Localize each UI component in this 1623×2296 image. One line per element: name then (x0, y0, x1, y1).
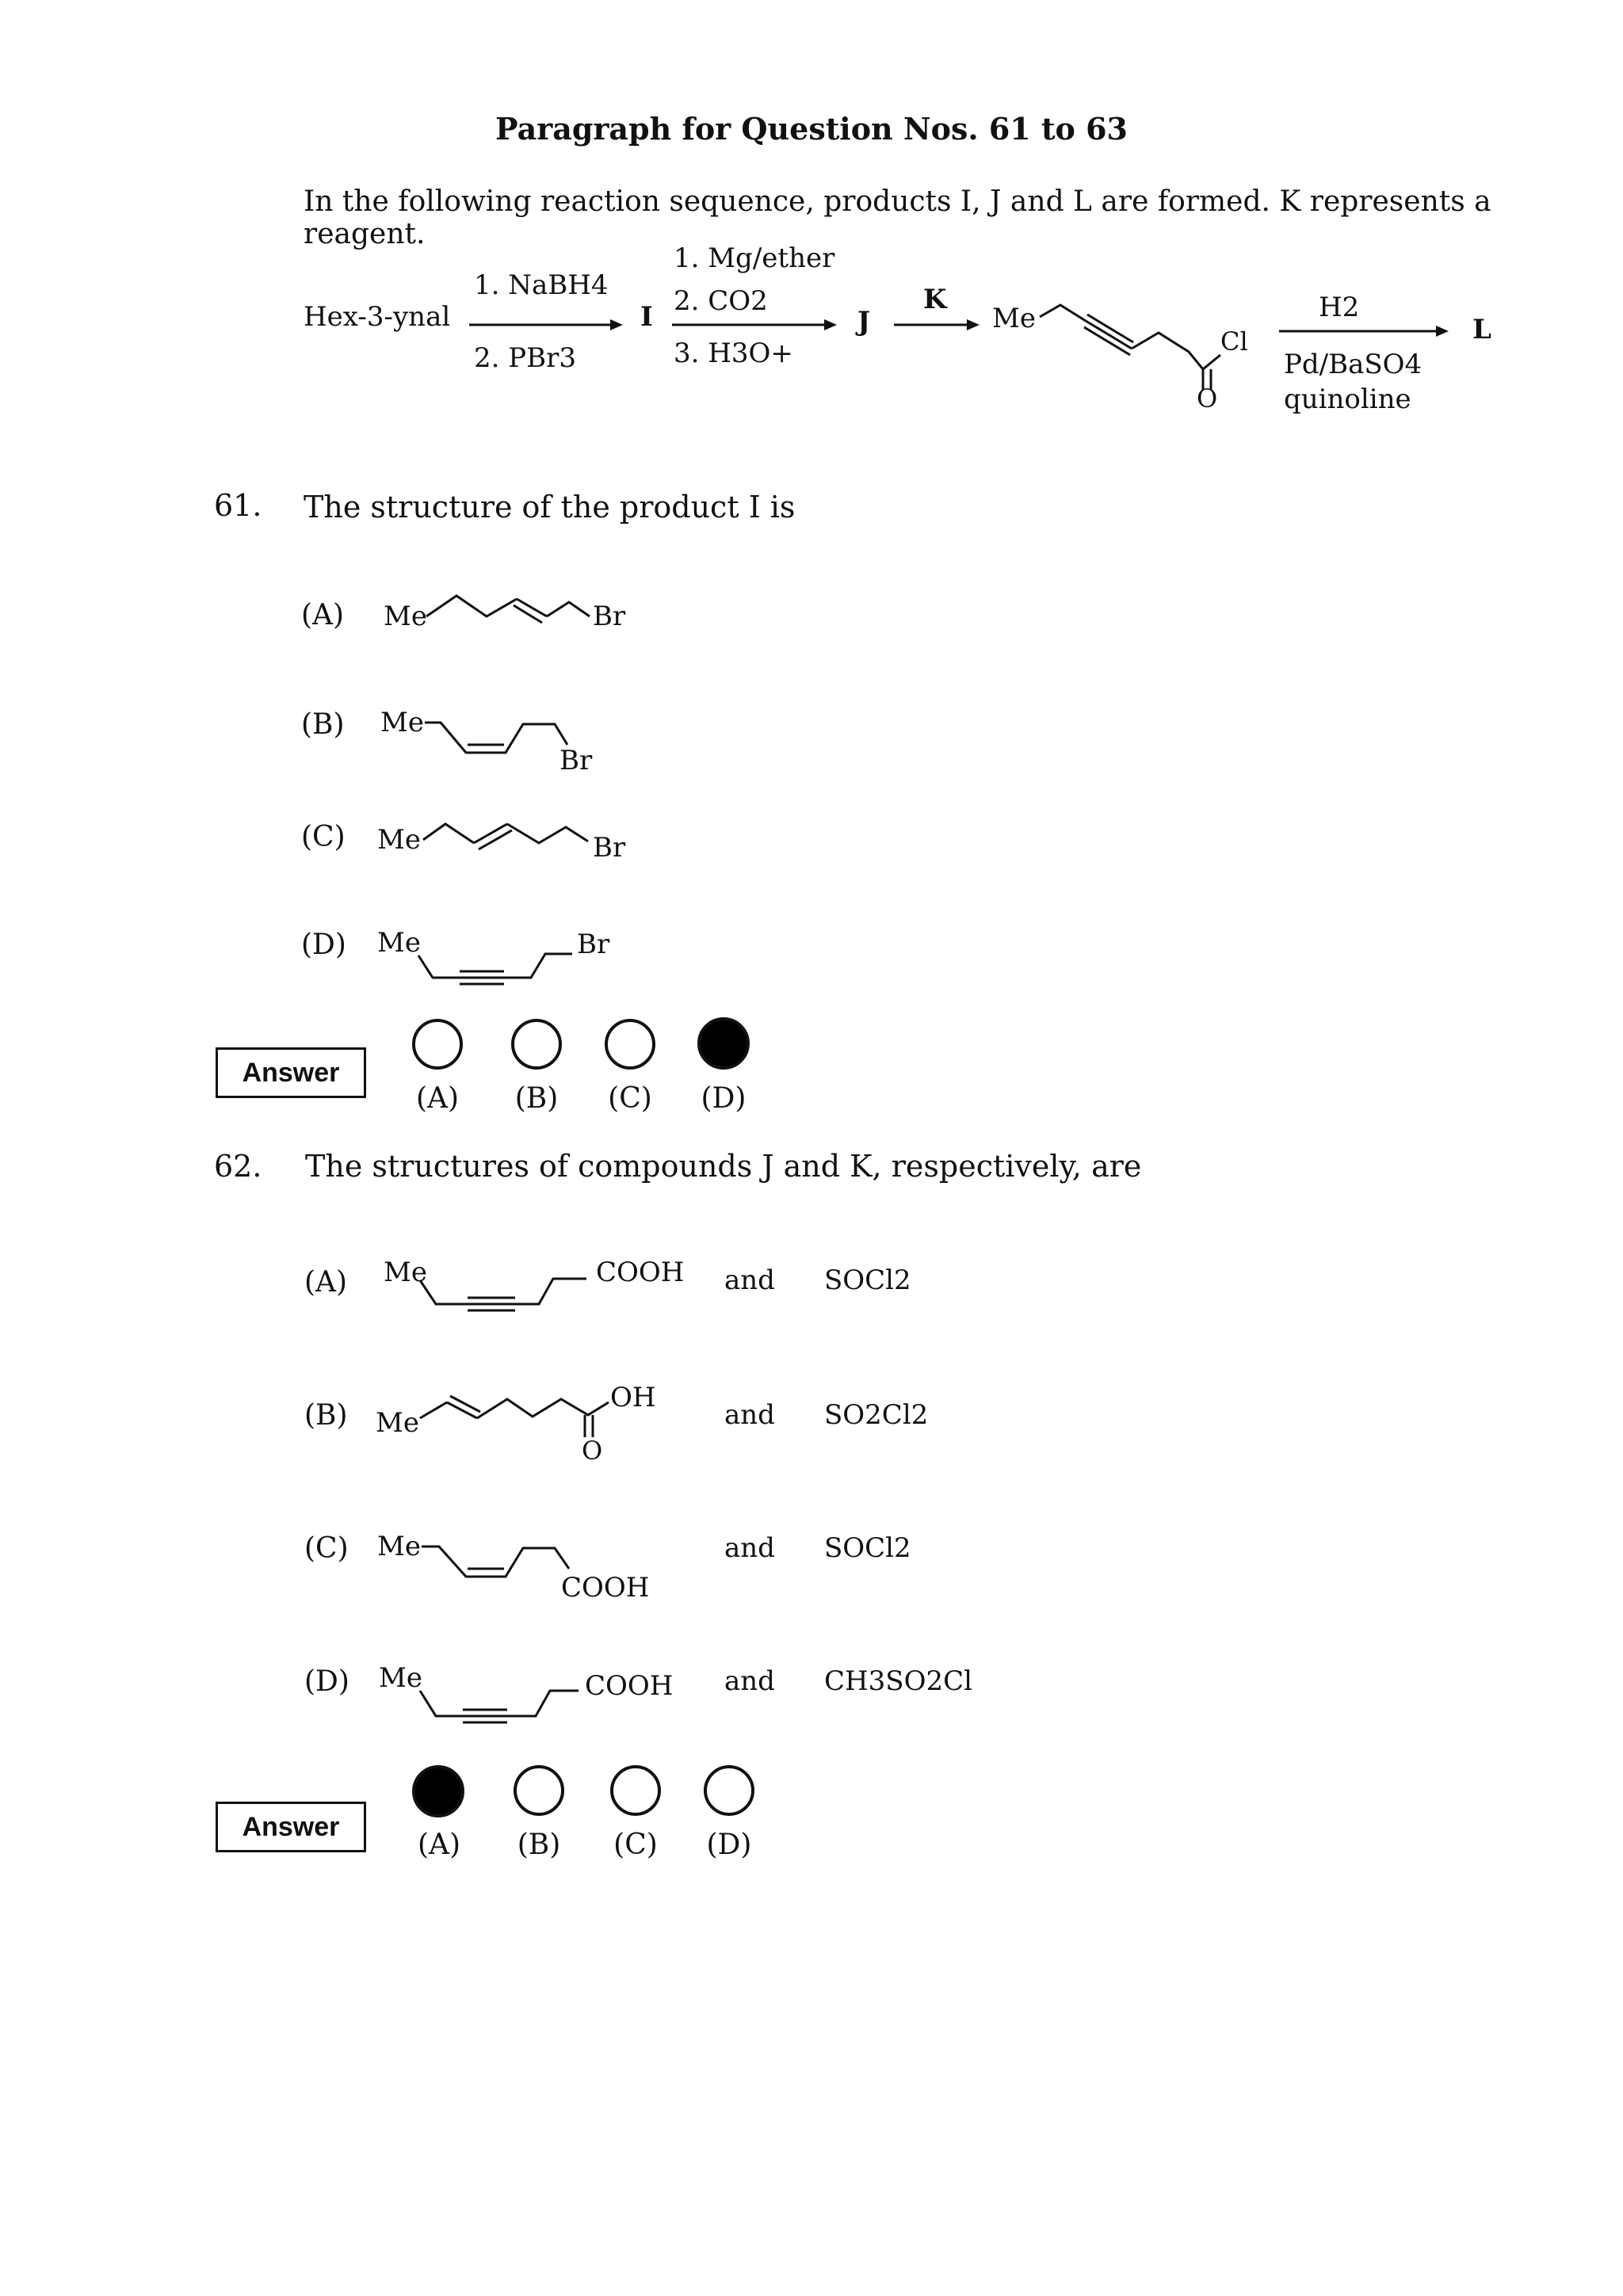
and-label: and (724, 1264, 775, 1296)
and-label: and (724, 1665, 775, 1697)
br-label: Br (559, 745, 593, 776)
option-label: (A) (301, 599, 345, 631)
me-label: Me (379, 1662, 422, 1694)
br-label: Br (593, 832, 626, 864)
scheme-product-i: I (640, 301, 653, 333)
me-label: Me (384, 1257, 427, 1288)
q62-bubble-a-selected[interactable] (412, 1765, 464, 1817)
scheme-step3-below1: Pd/BaSO4 (1284, 349, 1423, 380)
group-label: COOH (585, 1670, 674, 1702)
q62-bubble-b[interactable] (514, 1765, 564, 1816)
br-label: Br (577, 929, 610, 960)
scheme-step3-above: H2 (1319, 292, 1360, 323)
scheme-product-j: J (857, 306, 871, 338)
scheme-step2-line2: 2. CO2 (674, 285, 768, 317)
q62-bubble-d[interactable] (704, 1765, 754, 1816)
option-label: (B) (301, 708, 345, 741)
option-label: (B) (304, 1399, 348, 1432)
q61-number: 61. (214, 488, 262, 523)
reagent-label: SOCl2 (824, 1532, 911, 1564)
scheme-start: Hex-3-ynal (304, 301, 451, 333)
option-label: (D) (304, 1665, 349, 1698)
scheme-step1-below: 2. PBr3 (474, 342, 576, 374)
q61-bubble-label-d: (D) (701, 1082, 747, 1115)
option-label: (C) (304, 1532, 349, 1565)
q61-bubble-label-c: (C) (608, 1082, 652, 1115)
q62-bubble-label-b: (B) (517, 1829, 561, 1861)
q62-bubble-label-d: (D) (706, 1829, 752, 1861)
paragraph-intro: In the following reaction sequence, products I, J and L are formed. K represents a reagent. (304, 185, 1491, 250)
q61-answer-label: Answer (216, 1047, 366, 1098)
me-label: Me (377, 927, 421, 959)
reagent-label: SO2Cl2 (824, 1399, 929, 1431)
q62-bubble-label-c: (C) (613, 1829, 658, 1861)
q61-bubble-label-b: (B) (514, 1082, 559, 1115)
scheme-step2-line3: 3. H3O+ (674, 338, 793, 369)
q61-bubble-label-a: (A) (415, 1082, 460, 1115)
option-label: (A) (304, 1266, 348, 1299)
q62-number: 62. (214, 1149, 262, 1184)
me-label: Me (376, 1407, 419, 1439)
and-label: and (724, 1399, 775, 1431)
o-label: O (582, 1436, 603, 1466)
group-label: COOH (596, 1257, 685, 1288)
q61-text: The structure of the product I is (304, 490, 796, 524)
q62-bubble-label-a: (A) (417, 1829, 461, 1861)
me-label: Me (380, 707, 424, 738)
me-label: Me (377, 1531, 421, 1562)
scheme-reagent-k: K (923, 284, 947, 315)
scheme-step3-below2: quinoline (1284, 383, 1411, 415)
scheme-me: Me (992, 303, 1036, 334)
reagent-label: CH3SO2Cl (824, 1665, 972, 1697)
paragraph-title: Paragraph for Question Nos. 61 to 63 (495, 111, 1128, 147)
scheme-step1-above: 1. NaBH4 (474, 269, 609, 301)
me-label: Me (384, 601, 427, 632)
group-label: OH (610, 1382, 656, 1413)
option-label: (C) (301, 821, 346, 853)
me-label: Me (377, 824, 421, 856)
and-label: and (724, 1532, 775, 1564)
group-label: COOH (561, 1572, 650, 1604)
scheme-cl: Cl (1220, 326, 1248, 357)
scheme-step2-line1: 1. Mg/ether (674, 242, 835, 274)
q62-bubble-c[interactable] (610, 1765, 661, 1816)
scheme-product-l: L (1472, 314, 1491, 345)
q62-text: The structures of compounds J and K, respectively, are (305, 1149, 1142, 1184)
q62-answer-label: Answer (216, 1802, 366, 1852)
option-label: (D) (301, 929, 346, 961)
reagent-label: SOCl2 (824, 1264, 911, 1296)
br-label: Br (593, 601, 626, 632)
scheme-o: O (1197, 383, 1218, 414)
